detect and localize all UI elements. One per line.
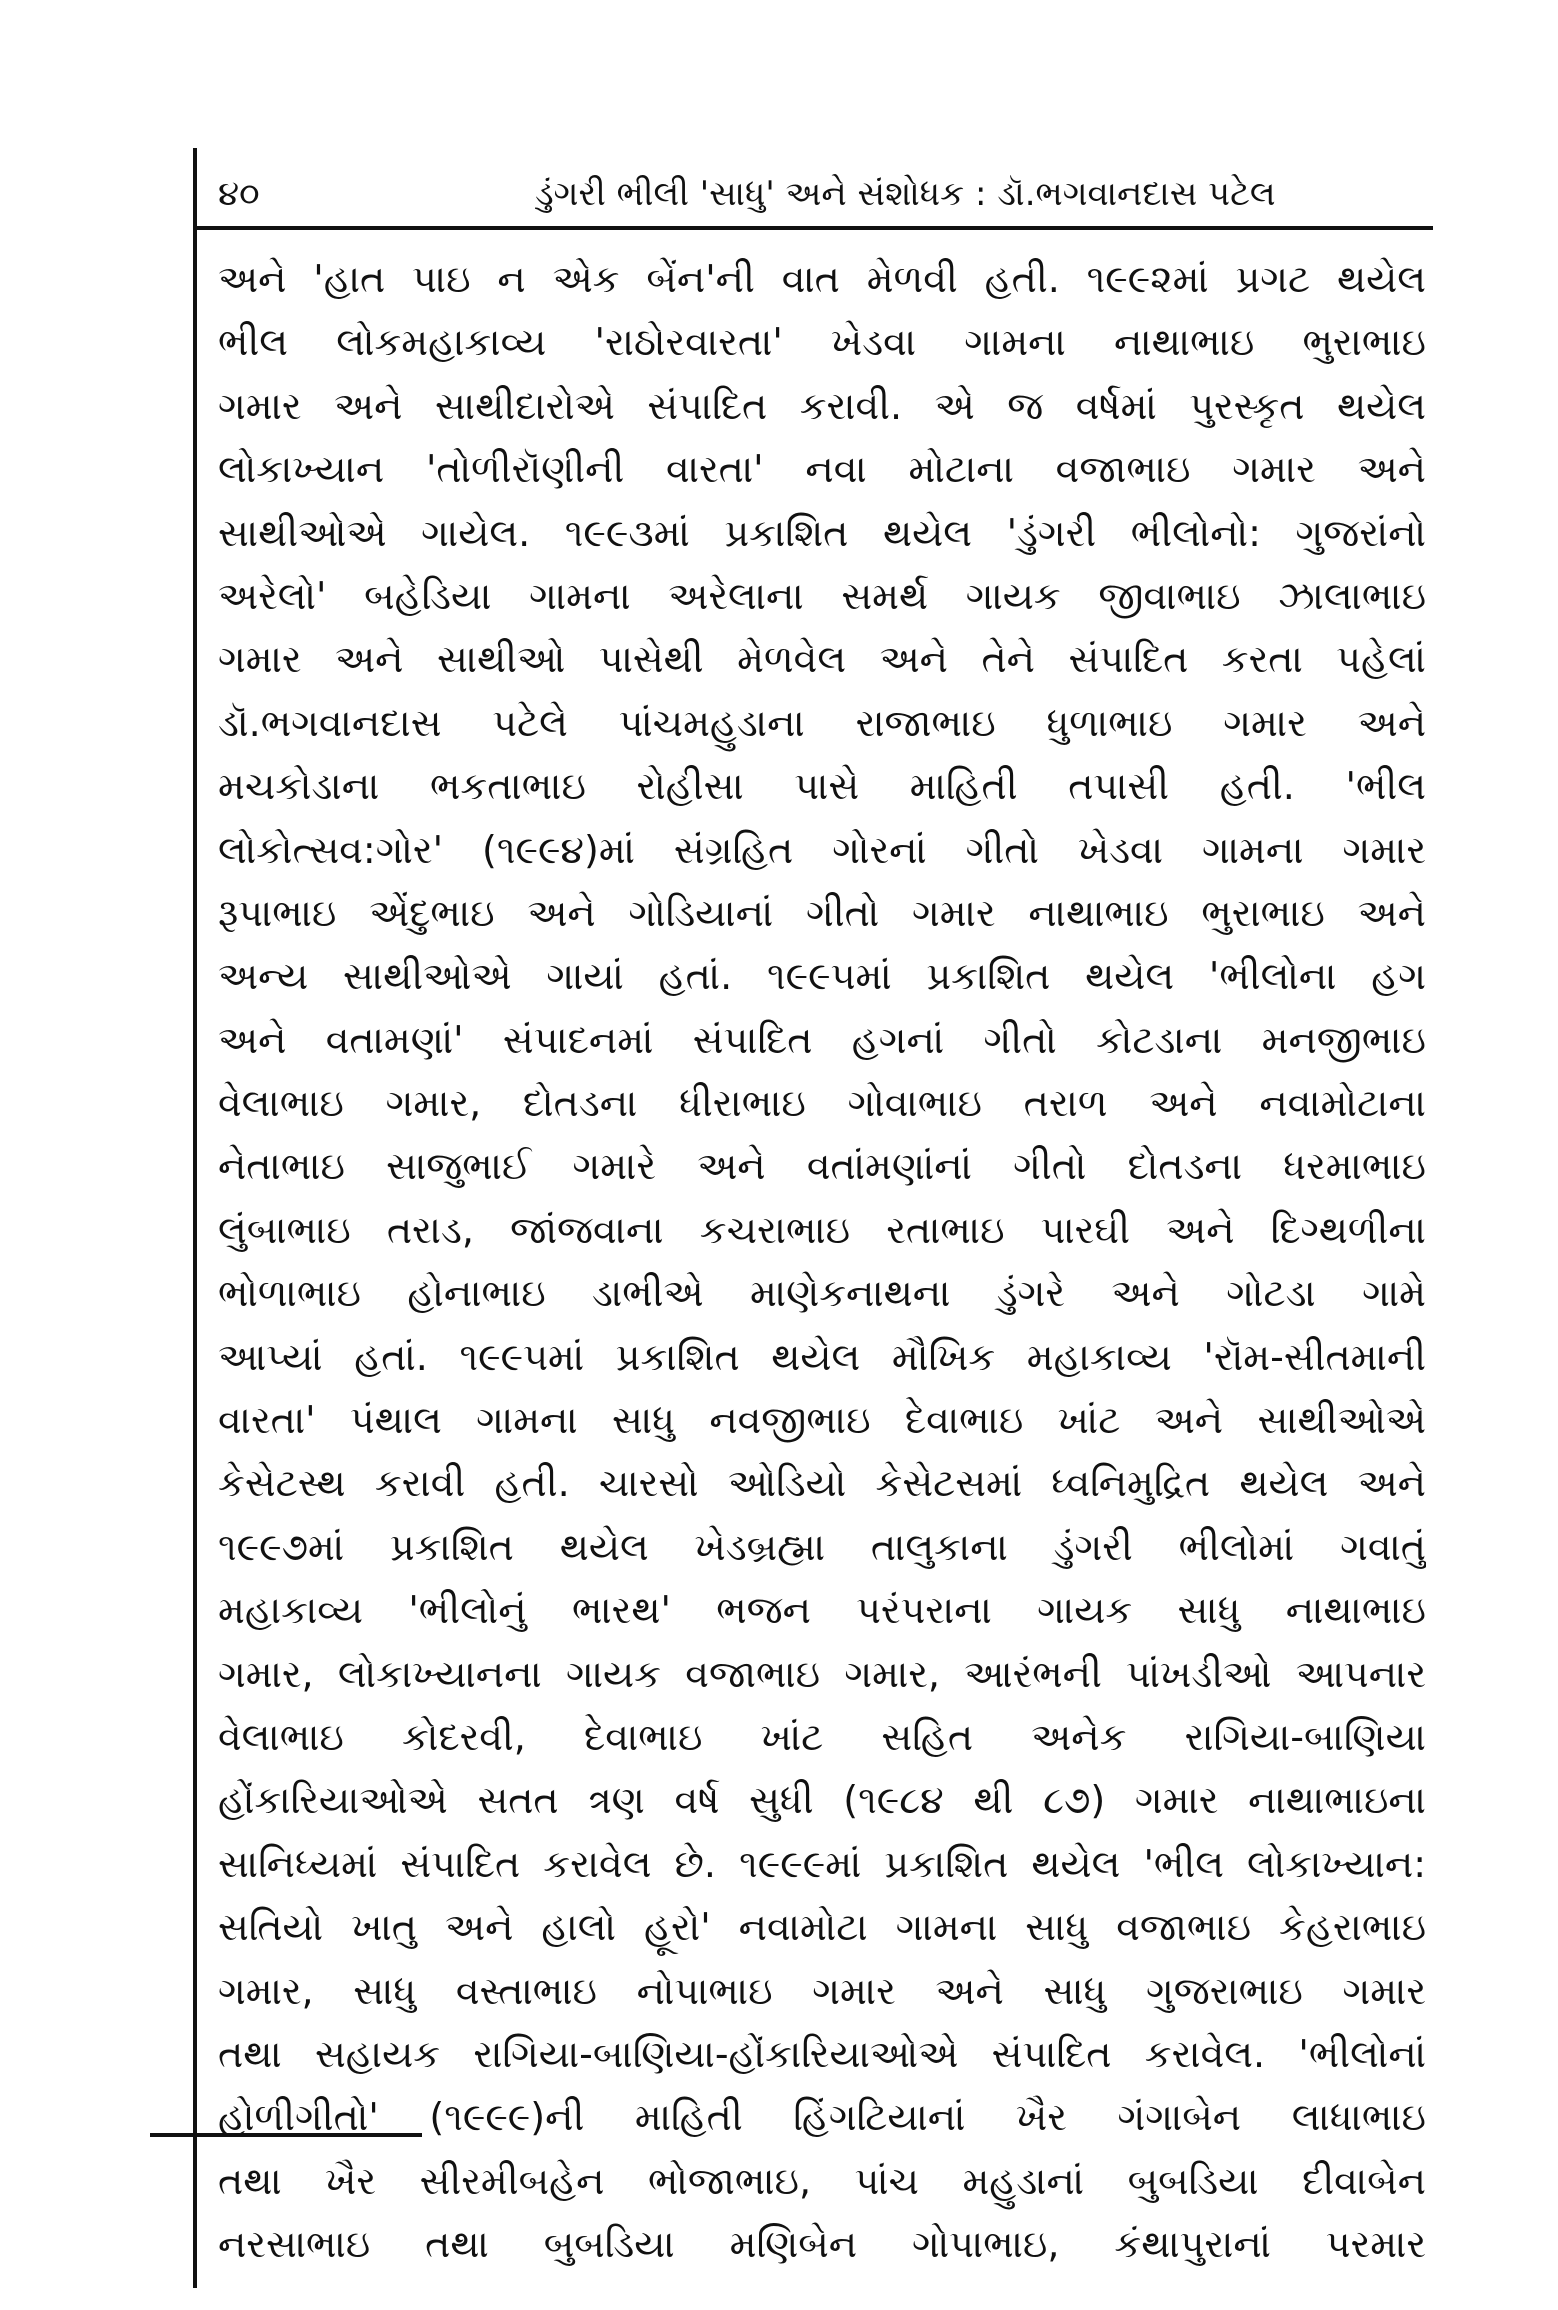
header-rule [193,226,1433,230]
text-line: કેસેટસ્થ કરાવી હતી. ચારસો ઓડિયો કેસેટસમાં ધ્વનિમુદ્રિત થયેલ અને [218,1461,1426,1506]
text-line: સાનિધ્યમાં સંપાદિત કરાવેલ છે. ૧૯૯૯માં પ્રકાશિત થયેલ 'ભીલ લોકાખ્યાન: [218,1841,1426,1886]
text-line: ડૉ.ભગવાનદાસ પટેલે પાંચમહુડાના રાજાભાઇ ધુળાભાઇ ગમાર અને [218,700,1426,745]
text-line: આપ્યાં હતાં. ૧૯૯૫માં પ્રકાશિત થયેલ મૌખિક મહાકાવ્ય 'રૉમ-સીતમાની [218,1334,1426,1379]
text-line: વેલાભાઇ કોદરવી, દેવાભાઇ ખાંટ સહિત અનેક રાગિયા-બાણિયા [218,1714,1426,1759]
text-line: મચકોડાના ભકતાભાઇ રોહીસા પાસે માહિતી તપાસી હતી. 'ભીલ [218,764,1426,809]
text-line: અને વતામણાં' સંપાદનમાં સંપાદિત હગનાં ગીતો કોટડાના મનજીભાઇ [218,1017,1426,1062]
text-line: તથા સહાયક રાગિયા-બાણિયા-હોંકારિયાઓએ સંપાદિત કરાવેલ. 'ભીલોનાં [218,2031,1426,2076]
text-line: ૧૯૯૭માં પ્રકાશિત થયેલ ખેડબ્રહ્મા તાલુકાના ડુંગરી ભીલોમાં ગવાતું [218,1524,1426,1569]
text-line: લોકોત્સવ:ગોર' (૧૯૯૪)માં સંગ્રહિત ગોરનાં ગીતો ખેડવા ગામના ગમાર [218,827,1426,872]
text-line: તથા ખૈર સીરમીબહેન ભોજાભાઇ, પાંચ મહુડાનાં બુબડિયા દીવાબેન [218,2158,1426,2203]
text-line: હોંકારિયાઓએ સતત ત્રણ વર્ષ સુધી (૧૯૮૪ થી ૮૭) ગમાર નાથાભાઇના [218,1778,1426,1823]
text-line: લોકાખ્યાન 'તોળીરૉણીની વારતા' નવા મોટાના વજાભાઇ ગમાર અને [218,447,1426,492]
text-line: હોળીગીતો' (૧૯૯૯)ની માહિતી હિંગટિયાનાં ખૈર ગંગાબેન લાધાભાઇ [218,2095,1426,2140]
text-line: અને 'હાત પાઇ ન એક બેંન'ની વાત મેળવી હતી. ૧૯૯૨માં પ્રગટ થયેલ [218,257,1426,301]
text-line: સાથીઓએ ગાયેલ. ૧૯૯૩માં પ્રકાશિત થયેલ 'ડુંગરી ભીલોનો: ગુજરાંનો [218,510,1426,555]
text-line: ભીલ લોકમહાકાવ્ય 'રાઠોરવારતા' ખેડવા ગામના નાથાભાઇ ભુરાભાઇ [218,320,1426,365]
text-line: લુંબાભાઇ તરાડ, જાંજવાના કચરાભાઇ રતાભાઇ પારઘી અને દિગ્થળીના [218,1207,1426,1252]
text-line: રૂપાભાઇ એંદુભાઇ અને ગોડિયાનાં ગીતો ગમાર નાથાભાઇ ભુરાભાઇ અને [218,890,1426,935]
text-line: મહાકાવ્ય 'ભીલોનું ભારથ' ભજન પરંપરાના ગાયક સાધુ નાથાભાઇ [218,1588,1426,1633]
page-number: ૪૦ [218,174,260,214]
text-line: વેલાભાઇ ગમાર, દોતડના ધીરાભાઇ ગોવાભાઇ તરાળ અને નવામોટાના [218,1081,1426,1126]
running-header: ડુંગરી ભીલી 'સાધુ' અને સંશોધક : ડૉ.ભગવાનદાસ પટેલ [535,174,1276,214]
margin-rule-vertical [193,148,197,2288]
text-line: વારતા' પંથાલ ગામના સાધુ નવજીભાઇ દેવાભાઇ ખાંટ અને સાથીઓએ [218,1398,1426,1443]
text-line: નરસાભાઇ તથા બુબડિયા મણિબેન ગોપાભાઇ, કંથાપુરાનાં પરમાર [218,2222,1426,2267]
text-line: ગમાર અને સાથીદારોએ સંપાદિત કરાવી. એ જ વર્ષમાં પુરસ્કૃત થયેલ [218,383,1426,428]
text-line: ગમાર, સાધુ વસ્તાભાઇ નોપાભાઇ ગમાર અને સાધુ ગુજરાભાઇ ગમાર [218,1968,1426,2013]
text-line: ભોળાભાઇ હોનાભાઇ ડાભીએ માણેકનાથના ડુંગરે અને ગોટડા ગામે [218,1271,1426,1316]
text-line: નેતાભાઇ સાજુભાઈ ગમારે અને વતાંમણાંનાં ગીતો દોતડના ધરમાભાઇ [218,1144,1426,1189]
text-line: અરેલો' બહેડિયા ગામના અરેલાના સમર્થ ગાયક જીવાભાઇ ઝાલાભાઇ [218,573,1426,618]
text-line: ગમાર અને સાથીઓ પાસેથી મેળવેલ અને તેને સંપાદિત કરતા પહેલાં [218,637,1426,682]
text-line: ગમાર, લોકાખ્યાનના ગાયક વજાભાઇ ગમાર, આરંભની પાંખડીઓ આપનાર [218,1651,1426,1696]
text-line: સતિયો ખાતુ અને હાલો હૂરો' નવામોટા ગામના સાધુ વજાભાઇ કેહરાભાઇ [218,1905,1426,1950]
text-line: અન્ય સાથીઓએ ગાયાં હતાં. ૧૯૯૫માં પ્રકાશિત થયેલ 'ભીલોના હગ [218,954,1426,999]
body-text [218,248,1426,2277]
